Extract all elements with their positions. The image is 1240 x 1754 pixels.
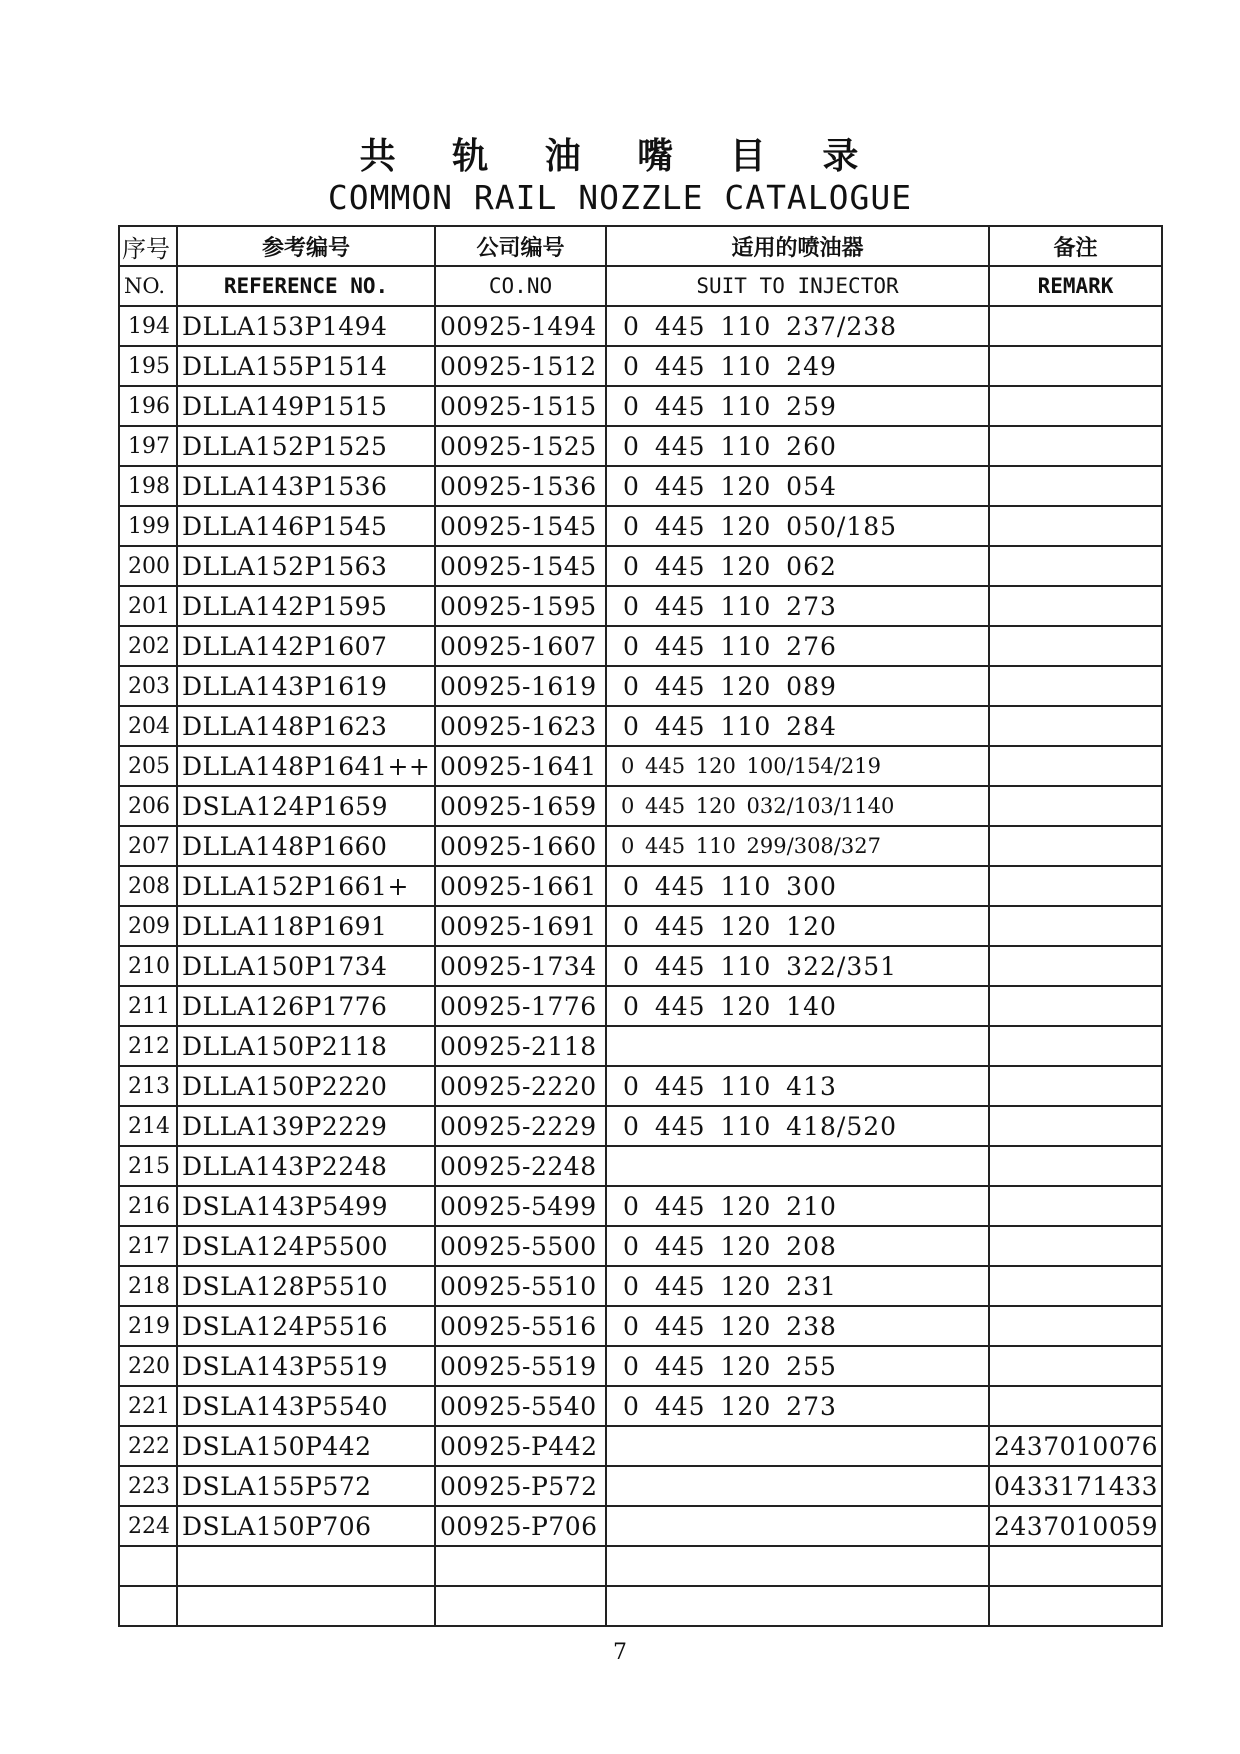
injector-cell: [606, 1426, 989, 1466]
remark-cell: [989, 1266, 1162, 1306]
reference-cell: DLLA143P2248: [177, 1146, 435, 1186]
row-number-cell: 221: [119, 1386, 177, 1426]
injector-cell: 0 445 120 210: [606, 1186, 989, 1226]
reference-cell: DLLA150P1734: [177, 946, 435, 986]
row-number-cell: 217: [119, 1226, 177, 1266]
remark-cell: [989, 1546, 1162, 1586]
company-number-cell: 00925-P442: [435, 1426, 606, 1466]
injector-cell: 0 445 110 299/308/327: [606, 826, 989, 866]
company-number-cell: 00925-1545: [435, 506, 606, 546]
reference-cell: DLLA152P1661+: [177, 866, 435, 906]
injector-cell: 0 445 110 284: [606, 706, 989, 746]
injector-cell: 0 445 120 140: [606, 986, 989, 1026]
remark-cell: 0433171433: [989, 1466, 1162, 1506]
remark-cell: [989, 1346, 1162, 1386]
company-number-cell: [435, 1546, 606, 1586]
row-number-cell: 194: [119, 306, 177, 346]
company-number-cell: 00925-1536: [435, 466, 606, 506]
header-no-en: NO.: [119, 266, 177, 306]
reference-cell: DLLA139P2229: [177, 1106, 435, 1146]
company-number-cell: 00925-1734: [435, 946, 606, 986]
company-number-cell: 00925-2248: [435, 1146, 606, 1186]
injector-cell: [606, 1146, 989, 1186]
remark-cell: [989, 426, 1162, 466]
header-co-no-en: CO.NO: [435, 266, 606, 306]
header-row-english: [119, 266, 1162, 306]
header-co-no-cn: 公司编号: [435, 226, 606, 266]
company-number-cell: [435, 1586, 606, 1626]
company-number-cell: 00925-1512: [435, 346, 606, 386]
table-row: [119, 1466, 1162, 1506]
injector-cell: 0 445 120 032/103/1140: [606, 786, 989, 826]
injector-cell: 0 445 120 054: [606, 466, 989, 506]
table-row: [119, 1146, 1162, 1186]
table-row: [119, 1226, 1162, 1266]
header-suit-cn: 适用的喷油器: [606, 226, 989, 266]
nozzle-catalogue-table: [118, 225, 1163, 1627]
row-number-cell: 214: [119, 1106, 177, 1146]
company-number-cell: 00925-1525: [435, 426, 606, 466]
company-number-cell: 00925-1691: [435, 906, 606, 946]
remark-cell: [989, 706, 1162, 746]
row-number-cell: 208: [119, 866, 177, 906]
company-number-cell: 00925-1659: [435, 786, 606, 826]
header-remark-cn: 备注: [989, 226, 1162, 266]
table-row: [119, 1266, 1162, 1306]
reference-cell: DSLA150P706: [177, 1506, 435, 1546]
reference-cell: DSLA155P572: [177, 1466, 435, 1506]
remark-cell: 2437010076: [989, 1426, 1162, 1466]
injector-cell: [606, 1026, 989, 1066]
remark-cell: [989, 1306, 1162, 1346]
table-row: [119, 386, 1162, 426]
injector-cell: 0 445 120 238: [606, 1306, 989, 1346]
company-number-cell: 00925-1619: [435, 666, 606, 706]
table-row: [119, 866, 1162, 906]
reference-cell: DLLA118P1691: [177, 906, 435, 946]
row-number-cell: [119, 1586, 177, 1626]
table-row: [119, 1066, 1162, 1106]
injector-cell: 0 445 110 418/520: [606, 1106, 989, 1146]
table-row: [119, 1386, 1162, 1426]
injector-cell: 0 445 110 322/351: [606, 946, 989, 986]
injector-cell: 0 445 110 249: [606, 346, 989, 386]
injector-cell: 0 445 120 208: [606, 1226, 989, 1266]
reference-cell: DLLA152P1563: [177, 546, 435, 586]
injector-cell: [606, 1546, 989, 1586]
injector-cell: 0 445 110 259: [606, 386, 989, 426]
remark-cell: [989, 986, 1162, 1026]
header-reference-cn: 参考编号: [177, 226, 435, 266]
table-row: [119, 1586, 1162, 1626]
injector-cell: 0 445 120 100/154/219: [606, 746, 989, 786]
table-row: [119, 346, 1162, 386]
injector-cell: 0 445 120 050/185: [606, 506, 989, 546]
table-row: [119, 1426, 1162, 1466]
reference-cell: DLLA143P1619: [177, 666, 435, 706]
remark-cell: [989, 1026, 1162, 1066]
reference-cell: DLLA148P1660: [177, 826, 435, 866]
remark-cell: [989, 346, 1162, 386]
row-number-cell: 206: [119, 786, 177, 826]
injector-cell: 0 445 110 300: [606, 866, 989, 906]
remark-cell: [989, 1106, 1162, 1146]
row-number-cell: 202: [119, 626, 177, 666]
injector-cell: [606, 1586, 989, 1626]
company-number-cell: 00925-2229: [435, 1106, 606, 1146]
remark-cell: [989, 626, 1162, 666]
remark-cell: [989, 466, 1162, 506]
header-row-chinese: [119, 226, 1162, 266]
row-number-cell: 196: [119, 386, 177, 426]
reference-cell: DLLA150P2220: [177, 1066, 435, 1106]
table-row: [119, 786, 1162, 826]
table-row: [119, 746, 1162, 786]
table-row: [119, 1346, 1162, 1386]
reference-cell: DLLA126P1776: [177, 986, 435, 1026]
table-row: [119, 1506, 1162, 1546]
reference-cell: DSLA143P5540: [177, 1386, 435, 1426]
company-number-cell: 00925-P572: [435, 1466, 606, 1506]
company-number-cell: 00925-5500: [435, 1226, 606, 1266]
row-number-cell: 201: [119, 586, 177, 626]
row-number-cell: 200: [119, 546, 177, 586]
table-row: [119, 1546, 1162, 1586]
reference-cell: DLLA149P1515: [177, 386, 435, 426]
table-row: [119, 1186, 1162, 1226]
row-number-cell: 218: [119, 1266, 177, 1306]
injector-cell: 0 445 110 260: [606, 426, 989, 466]
remark-cell: [989, 906, 1162, 946]
injector-cell: [606, 1506, 989, 1546]
row-number-cell: 215: [119, 1146, 177, 1186]
company-number-cell: 00925-1623: [435, 706, 606, 746]
reference-cell: DSLA124P5516: [177, 1306, 435, 1346]
company-number-cell: 00925-1595: [435, 586, 606, 626]
remark-cell: [989, 1146, 1162, 1186]
remark-cell: [989, 1386, 1162, 1426]
table-row: [119, 586, 1162, 626]
title-english: COMMON RAIL NOZZLE CATALOGUE: [327, 178, 913, 217]
injector-cell: 0 445 120 255: [606, 1346, 989, 1386]
reference-cell: DLLA150P2118: [177, 1026, 435, 1066]
row-number-cell: 212: [119, 1026, 177, 1066]
table-row: [119, 626, 1162, 666]
title-chinese: 共 轨 油 嘴 目 录: [359, 135, 881, 177]
row-number-cell: 211: [119, 986, 177, 1026]
company-number-cell: 00925-5519: [435, 1346, 606, 1386]
reference-cell: DSLA128P5510: [177, 1266, 435, 1306]
row-number-cell: 203: [119, 666, 177, 706]
row-number-cell: [119, 1546, 177, 1586]
remark-cell: 2437010059: [989, 1506, 1162, 1546]
table-row: [119, 506, 1162, 546]
page-number: 7: [613, 1640, 627, 1665]
row-number-cell: 223: [119, 1466, 177, 1506]
table-row: [119, 826, 1162, 866]
company-number-cell: 00925-1494: [435, 306, 606, 346]
row-number-cell: 199: [119, 506, 177, 546]
row-number-cell: 216: [119, 1186, 177, 1226]
injector-cell: [606, 1466, 989, 1506]
reference-cell: DLLA146P1545: [177, 506, 435, 546]
table-row: [119, 1306, 1162, 1346]
row-number-cell: 219: [119, 1306, 177, 1346]
company-number-cell: 00925-5499: [435, 1186, 606, 1226]
reference-cell: DLLA142P1595: [177, 586, 435, 626]
injector-cell: 0 445 110 413: [606, 1066, 989, 1106]
reference-cell: DSLA143P5499: [177, 1186, 435, 1226]
company-number-cell: 00925-P706: [435, 1506, 606, 1546]
remark-cell: [989, 786, 1162, 826]
remark-cell: [989, 1186, 1162, 1226]
company-number-cell: 00925-1515: [435, 386, 606, 426]
injector-cell: 0 445 120 120: [606, 906, 989, 946]
header-suit-en: SUIT TO INJECTOR: [606, 266, 989, 306]
table-row: [119, 466, 1162, 506]
remark-cell: [989, 866, 1162, 906]
row-number-cell: 204: [119, 706, 177, 746]
row-number-cell: 195: [119, 346, 177, 386]
company-number-cell: 00925-1641: [435, 746, 606, 786]
reference-cell: DLLA143P1536: [177, 466, 435, 506]
reference-cell: DSLA150P442: [177, 1426, 435, 1466]
company-number-cell: 00925-2118: [435, 1026, 606, 1066]
remark-cell: [989, 1586, 1162, 1626]
remark-cell: [989, 746, 1162, 786]
header-no-cn: 序号: [119, 226, 177, 266]
company-number-cell: 00925-1661: [435, 866, 606, 906]
row-number-cell: 220: [119, 1346, 177, 1386]
reference-cell: DLLA148P1623: [177, 706, 435, 746]
injector-cell: 0 445 120 089: [606, 666, 989, 706]
table-row: [119, 546, 1162, 586]
row-number-cell: 224: [119, 1506, 177, 1546]
row-number-cell: 205: [119, 746, 177, 786]
injector-cell: 0 445 110 276: [606, 626, 989, 666]
table-row: [119, 1026, 1162, 1066]
company-number-cell: 00925-5510: [435, 1266, 606, 1306]
row-number-cell: 198: [119, 466, 177, 506]
table-row: [119, 426, 1162, 466]
company-number-cell: 00925-1660: [435, 826, 606, 866]
row-number-cell: 213: [119, 1066, 177, 1106]
reference-cell: [177, 1546, 435, 1586]
table-body: [119, 306, 1162, 1626]
injector-cell: 0 445 120 273: [606, 1386, 989, 1426]
remark-cell: [989, 826, 1162, 866]
table-row: [119, 306, 1162, 346]
row-number-cell: 222: [119, 1426, 177, 1466]
company-number-cell: 00925-2220: [435, 1066, 606, 1106]
company-number-cell: 00925-1545: [435, 546, 606, 586]
reference-cell: DLLA142P1607: [177, 626, 435, 666]
remark-cell: [989, 946, 1162, 986]
remark-cell: [989, 306, 1162, 346]
reference-cell: DLLA155P1514: [177, 346, 435, 386]
table-row: [119, 986, 1162, 1026]
remark-cell: [989, 586, 1162, 626]
reference-cell: DLLA152P1525: [177, 426, 435, 466]
reference-cell: DLLA153P1494: [177, 306, 435, 346]
remark-cell: [989, 1226, 1162, 1266]
table-row: [119, 706, 1162, 746]
injector-cell: 0 445 120 062: [606, 546, 989, 586]
remark-cell: [989, 506, 1162, 546]
remark-cell: [989, 546, 1162, 586]
reference-cell: DSLA143P5519: [177, 1346, 435, 1386]
reference-cell: DLLA148P1641++: [177, 746, 435, 786]
remark-cell: [989, 666, 1162, 706]
remark-cell: [989, 386, 1162, 426]
header-reference-en: REFERENCE NO.: [177, 266, 435, 306]
reference-cell: [177, 1586, 435, 1626]
company-number-cell: 00925-5516: [435, 1306, 606, 1346]
remark-cell: [989, 1066, 1162, 1106]
row-number-cell: 210: [119, 946, 177, 986]
table-row: [119, 906, 1162, 946]
table-row: [119, 1106, 1162, 1146]
row-number-cell: 207: [119, 826, 177, 866]
table-row: [119, 666, 1162, 706]
reference-cell: DSLA124P5500: [177, 1226, 435, 1266]
injector-cell: 0 445 110 237/238: [606, 306, 989, 346]
company-number-cell: 00925-1776: [435, 986, 606, 1026]
table-row: [119, 946, 1162, 986]
header-remark-en: REMARK: [989, 266, 1162, 306]
company-number-cell: 00925-1607: [435, 626, 606, 666]
company-number-cell: 00925-5540: [435, 1386, 606, 1426]
row-number-cell: 209: [119, 906, 177, 946]
reference-cell: DSLA124P1659: [177, 786, 435, 826]
injector-cell: 0 445 120 231: [606, 1266, 989, 1306]
injector-cell: 0 445 110 273: [606, 586, 989, 626]
row-number-cell: 197: [119, 426, 177, 466]
